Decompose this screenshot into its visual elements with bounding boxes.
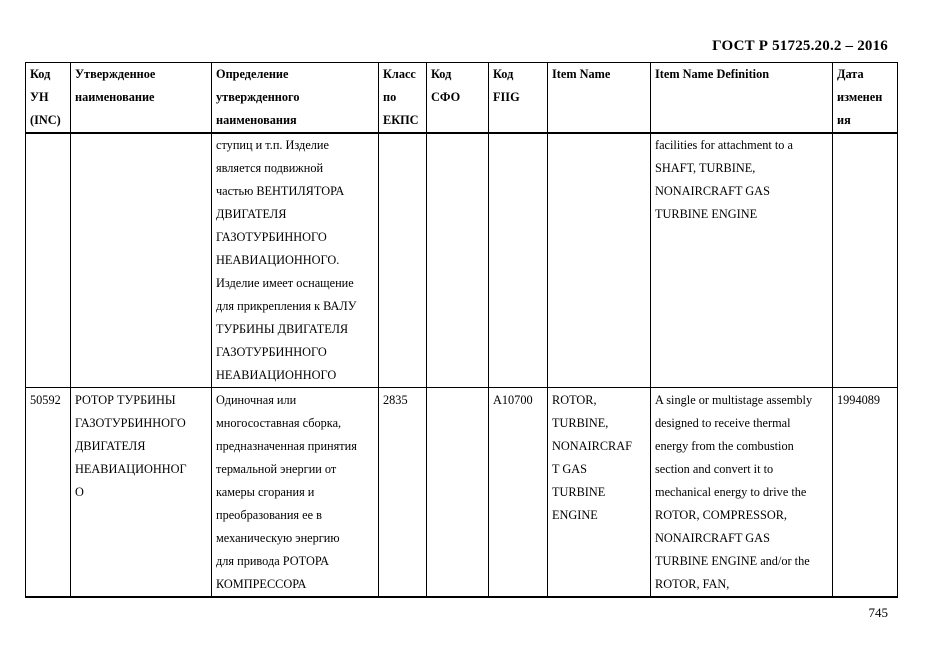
header-line: ЕКПС: [383, 113, 419, 127]
cell-line: НЕАВИАЦИОННОГО.: [216, 253, 340, 267]
approved-name-cell: [71, 133, 212, 388]
header-row: [26, 63, 898, 134]
cell-line: 1994089: [837, 393, 881, 407]
cell-line: предназначенная принятия: [216, 439, 357, 453]
change-date-cell: [833, 133, 898, 388]
cell-line: A10700: [493, 393, 533, 407]
table-body: [26, 133, 898, 597]
cell-line: ГАЗОТУРБИННОГО: [75, 416, 186, 430]
fiig-code-cell: [489, 133, 548, 388]
ekps-class-cell: [379, 133, 427, 388]
cell-line: TURBINE: [552, 485, 606, 499]
cell-line: ROTOR, COMPRESSOR,: [655, 508, 788, 522]
cell-line: A single or multistage assembly: [655, 393, 813, 407]
cell-line: преобразования ее в: [216, 508, 322, 522]
cell-line: Одиночная или: [216, 393, 297, 407]
header-line: ия: [837, 113, 851, 127]
header-line: Код: [30, 67, 51, 81]
cell-line: термальной энергии от: [216, 462, 337, 476]
header-line: Item Name Definition: [655, 67, 770, 81]
approved-name-cell: [71, 388, 212, 598]
header-line: Класс: [383, 67, 416, 81]
inc-cell: [26, 133, 71, 388]
header-line: Код: [493, 67, 514, 81]
sfo-code-cell: [427, 388, 489, 598]
cell-line: Изделие имеет оснащение: [216, 276, 354, 290]
cell-line: О: [75, 485, 84, 499]
cell-line: РОТОР ТУРБИНЫ: [75, 393, 176, 407]
fiig-code-cell: [489, 388, 548, 598]
header-definition: [212, 63, 379, 134]
definition-cell: [212, 388, 379, 598]
header-line: (INC): [30, 113, 61, 127]
header-item-name: [548, 63, 651, 134]
cell-line: для прикрепления к ВАЛУ: [216, 299, 357, 313]
header-sfo-code: [427, 63, 489, 134]
cell-line: 2835: [383, 393, 408, 407]
cell-line: ДВИГАТЕЛЯ: [216, 207, 287, 221]
header-approved-name: [71, 63, 212, 134]
cell-line: частью ВЕНТИЛЯТОРА: [216, 184, 345, 198]
header-item-name-definition: [651, 63, 833, 134]
cell-line: многосоставная сборка,: [216, 416, 342, 430]
cell-line: НЕАВИАЦИОННОГО: [216, 368, 337, 382]
cell-line: НЕАВИАЦИОННОГ: [75, 462, 187, 476]
cell-line: TURBINE ENGINE: [655, 207, 758, 221]
page-number: 745: [868, 605, 888, 620]
header-ekps-class: [379, 63, 427, 134]
cell-line: ROTOR, FAN,: [655, 577, 730, 591]
cell-line: TURBINE ENGINE and/or the: [655, 554, 810, 568]
cell-line: NONAIRCRAF: [552, 439, 632, 453]
item-name-definition-cell: [651, 388, 833, 598]
header-line: СФО: [431, 90, 461, 104]
header-line: FIIG: [493, 90, 520, 104]
item-name-definition-cell: [651, 133, 833, 388]
header-line: наименование: [75, 90, 155, 104]
cell-line: ГАЗОТУРБИННОГО: [216, 345, 327, 359]
cell-line: механическую энергию: [216, 531, 340, 545]
table-row: [26, 388, 898, 598]
cell-line: ENGINE: [552, 508, 598, 522]
inc-cell: [26, 388, 71, 598]
header-change-date: [833, 63, 898, 134]
change-date-cell: [833, 388, 898, 598]
cell-line: NONAIRCRAFT GAS: [655, 531, 770, 545]
cell-line: является подвижной: [216, 161, 324, 175]
header-line: изменен: [837, 90, 883, 104]
cell-line: КОМПРЕССОРА: [216, 577, 307, 591]
cell-line: NONAIRCRAFT GAS: [655, 184, 770, 198]
item-name-cell: [548, 388, 651, 598]
cell-line: 50592: [30, 393, 61, 407]
header-line: Item Name: [552, 67, 611, 81]
header-fiig-code: [489, 63, 548, 134]
cell-line: designed to receive thermal: [655, 416, 791, 430]
header-line: по: [383, 90, 397, 104]
catalog-table: [25, 62, 898, 598]
cell-line: ROTOR,: [552, 393, 597, 407]
cell-line: SHAFT, TURBINE,: [655, 161, 756, 175]
cell-line: TURBINE,: [552, 416, 609, 430]
cell-line: ступиц и т.п. Изделие: [216, 138, 329, 152]
item-name-cell: [548, 133, 651, 388]
cell-line: T GAS: [552, 462, 587, 476]
ekps-class-cell: [379, 388, 427, 598]
header-inc: [26, 63, 71, 134]
cell-line: камеры сгорания и: [216, 485, 315, 499]
cell-line: section and convert it to: [655, 462, 774, 476]
cell-line: mechanical energy to drive the: [655, 485, 807, 499]
table-row: [26, 133, 898, 388]
header-line: УН: [30, 90, 49, 104]
cell-line: ТУРБИНЫ ДВИГАТЕЛЯ: [216, 322, 349, 336]
cell-line: energy from the combustion: [655, 439, 794, 453]
sfo-code-cell: [427, 133, 489, 388]
header-line: Определение: [216, 67, 289, 81]
definition-cell: [212, 133, 379, 388]
header-line: Дата: [837, 67, 864, 81]
header-line: наименования: [216, 113, 297, 127]
header-line: Утвержденное: [75, 67, 156, 81]
cell-line: ДВИГАТЕЛЯ: [75, 439, 146, 453]
header-line: Код: [431, 67, 452, 81]
header-line: утвержденного: [216, 90, 300, 104]
cell-line: для привода РОТОРА: [216, 554, 329, 568]
document-code: ГОСТ Р 51725.20.2 – 2016: [712, 38, 888, 54]
cell-line: facilities for attachment to a: [655, 138, 793, 152]
cell-line: ГАЗОТУРБИННОГО: [216, 230, 327, 244]
